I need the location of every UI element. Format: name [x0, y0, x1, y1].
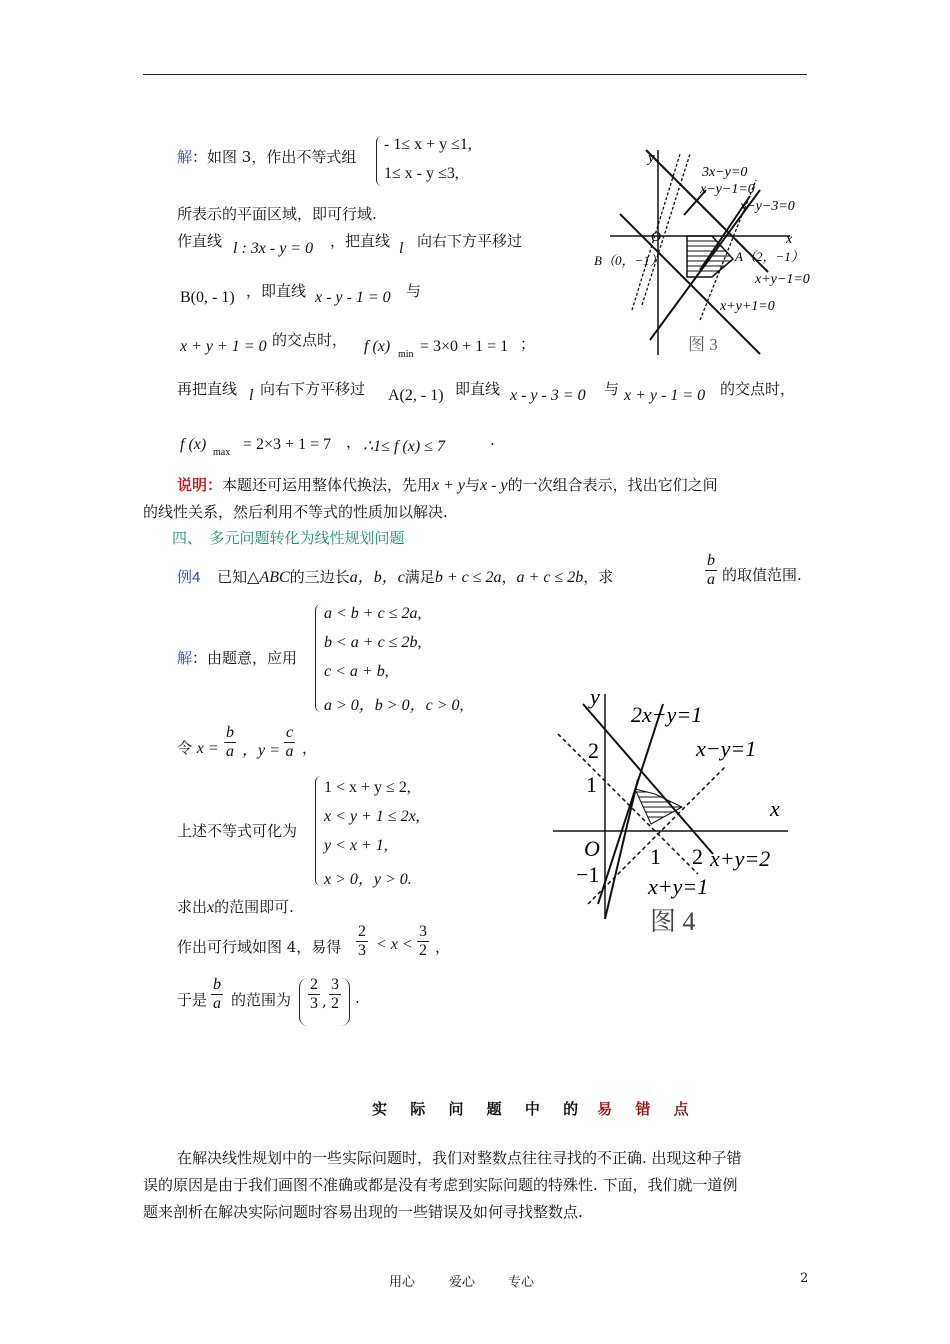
- sol4-find: [177, 896, 294, 917]
- fig4-line-extra: [605, 779, 638, 919]
- text: ，求: [583, 568, 614, 586]
- text: 求出: [177, 898, 208, 916]
- fig4-tick-y2: 2: [588, 738, 599, 763]
- sol4-let-frac1: [224, 724, 236, 761]
- sol3-line6c: 向右下方平移过: [260, 380, 366, 398]
- sol3-fmax-value: = 2×3 + 1 = 7: [243, 436, 332, 453]
- fig4-tick-x2: 2: [692, 844, 703, 869]
- note-line1: [177, 474, 718, 495]
- den: 3: [358, 942, 366, 959]
- fig4-tick-ym1: −1: [576, 862, 600, 887]
- text: ，把直线: [330, 232, 391, 250]
- fig3-label-x-y-1: x−y−1=0: [700, 182, 755, 197]
- sol4-brace: [315, 604, 323, 712]
- sol4-range-end: ，: [435, 938, 451, 956]
- sol4-let: [177, 737, 219, 758]
- note-label: 说明：: [177, 476, 223, 494]
- text: 的范围即可.: [214, 898, 294, 916]
- num: 2: [358, 923, 366, 940]
- sol3-eq-line6a: x - y - 3 = 0: [510, 387, 586, 404]
- den: a: [213, 995, 221, 1012]
- fig4-tick-x1: 1: [650, 844, 661, 869]
- sol3-line6e: 即直线: [455, 380, 501, 398]
- sol3-line5b: 的交点时，: [272, 331, 348, 349]
- sol3-point-B: B(0, - 1): [180, 289, 235, 306]
- fig3-caption: 图 3: [688, 335, 718, 354]
- sol4-interval-frac2: [329, 976, 341, 1013]
- ex4-fraction: [705, 552, 717, 589]
- sol4-fig: 作出可行域如图 4，易得: [177, 938, 342, 956]
- section-title: [372, 1098, 698, 1119]
- intro-line-3: 题来剖析在解决实际问题时容易出现的一些错误及如何寻找整数点.: [143, 1203, 583, 1221]
- sol3-eq-line4: x - y - 1 = 0: [315, 289, 391, 306]
- sol3-line2: 所表示的平面区域，即可行域.: [177, 205, 377, 223]
- footer-motto-1: 用心: [389, 1275, 416, 1290]
- sol4-let-frac2: [284, 724, 295, 761]
- math: △ABC: [247, 569, 290, 586]
- text: 本题还可运用整体代换法，先用: [222, 476, 433, 494]
- fig4-label-x+y=1: x+y=1: [648, 874, 709, 899]
- paren-right: [341, 978, 350, 1026]
- sol4-sys2-1: 1 < x + y ≤ 2,: [324, 779, 411, 796]
- math: x - y: [480, 477, 508, 494]
- den: 2: [331, 995, 339, 1012]
- section-title-a: 实 际 问 题 中 的: [372, 1100, 588, 1118]
- ex4-line: [177, 564, 613, 587]
- ex4-end: 的取值范围.: [722, 566, 802, 584]
- sol3-fmin: f (x): [364, 338, 391, 355]
- sol3-line4d: 与: [406, 282, 422, 300]
- math: x + y: [432, 477, 466, 494]
- figure-3: [590, 140, 830, 360]
- sol4-sys-4: a > 0，b > 0，c > 0,: [324, 697, 464, 714]
- sol4-sys-1: a < b + c ≤ 2a,: [324, 605, 422, 622]
- sol3-point-A: A(2, - 1): [388, 387, 444, 404]
- intro-line-1: 在解决线性规划中的一些实际问题时，我们对整数点往往寻找的不正确. 出现这种子错: [177, 1149, 742, 1167]
- sol4-intro-line: [177, 647, 297, 668]
- fig3-label-x+y+1: x+y+1=0: [720, 299, 775, 314]
- sol3-intro: ：如图 3，作出不等式组: [192, 148, 357, 166]
- sol3-line3: [177, 230, 222, 251]
- sol4-sys2-2: x < y + 1 ≤ 2x,: [324, 808, 420, 825]
- sol3-line-l: l : 3x - y = 0: [233, 240, 314, 257]
- num: 3: [331, 976, 339, 993]
- fig4-label-x-y: x−y=1: [696, 736, 757, 761]
- sol3-brace: [376, 136, 383, 186]
- fig3-x-label: x: [786, 232, 793, 247]
- section-title-b: 易 错 点: [597, 1100, 698, 1118]
- sol4-reduce: 上述不等式可化为: [177, 822, 298, 840]
- fig4-origin: O: [584, 836, 600, 861]
- figure-4: [548, 684, 808, 934]
- sol3-fmax: f (x): [180, 436, 207, 453]
- text: 的三边长: [289, 568, 350, 586]
- ex4-label: 例4: [177, 569, 201, 586]
- sol3-line4b: ，即直线: [246, 282, 307, 300]
- sol4-result-end: .: [355, 989, 360, 1007]
- page-number: 2: [800, 1271, 809, 1286]
- fig3-y-label: y: [648, 150, 655, 166]
- header-rule: [143, 74, 807, 75]
- sol3-eq-line6b: x + y - 1 = 0: [624, 387, 706, 404]
- num: c: [286, 724, 294, 741]
- sol4-label: 解: [177, 649, 193, 667]
- fig4-x-label: x: [770, 796, 780, 821]
- fig3-label-x-y-3: x−y−3=0: [740, 199, 795, 214]
- fig4-label-x+y=2: x+y=2: [710, 846, 771, 871]
- num: 3: [419, 923, 427, 940]
- sol4-intro: ：由题意，应用: [192, 649, 298, 667]
- text: ，: [501, 568, 517, 586]
- sol4-sys-2: b < a + c ≤ 2b,: [324, 634, 422, 651]
- fig3-origin: O: [651, 230, 662, 245]
- sol3-line6a: 再把直线: [177, 380, 238, 398]
- sol4-range-mid: < x <: [376, 936, 413, 953]
- footer-motto-2: 爱心: [449, 1275, 476, 1290]
- sol4-interval-frac1: [308, 976, 320, 1013]
- text: 满足: [404, 568, 435, 586]
- fig3-point-B: B（0，−1）: [594, 253, 663, 268]
- den: 3: [310, 995, 318, 1012]
- sol4-result-b: 的范围为: [231, 991, 292, 1009]
- sol3-line6i: 的交点时，: [720, 380, 796, 398]
- fig4-tick-y1: 1: [586, 772, 597, 797]
- sol3-line5f: ；: [520, 335, 536, 353]
- text: 已知: [217, 568, 248, 586]
- sol3-line7f: .: [490, 431, 495, 449]
- sol3-min-sub: min: [398, 349, 414, 360]
- sol3-range: ∴1≤ f (x) ≤ 7: [363, 438, 445, 455]
- footer-motto-3: 专心: [508, 1275, 535, 1290]
- ex4-frac-den: a: [707, 571, 715, 588]
- sol4-sys2-4: x > 0，y > 0.: [324, 871, 412, 888]
- math: x =: [196, 740, 219, 757]
- fig3-dashed-2: [642, 154, 690, 305]
- den: a: [226, 743, 234, 760]
- sol4-sys2-3: y < x + 1,: [324, 837, 388, 854]
- sol4-sys-3: c < a + b,: [324, 663, 389, 680]
- paren-left: [299, 978, 308, 1026]
- sol4-result-frac: [211, 976, 223, 1013]
- text: 的一次组合表示，找出它们之间: [507, 476, 718, 494]
- fig4-caption: 图 4: [650, 907, 696, 934]
- text: 与: [465, 476, 481, 494]
- sol3-l2: l: [399, 240, 404, 257]
- sol3-eq-line5: x + y + 1 = 0: [180, 338, 267, 355]
- sol4-result-a: 于是: [177, 991, 208, 1009]
- sol3-line6-l: l: [249, 387, 254, 404]
- sol4-range-frac2: [417, 923, 429, 960]
- num: 2: [310, 976, 318, 993]
- den: a: [285, 743, 294, 760]
- sol3-max-sub: max: [213, 447, 231, 458]
- math: a，b，c: [349, 569, 405, 586]
- sol4-range-frac1: [356, 923, 368, 960]
- comma: ,: [322, 992, 327, 1010]
- sol3-system-1: - 1≤ x + y ≤1,: [384, 136, 472, 153]
- sol3-line3-end: 向右下方平移过: [417, 232, 523, 250]
- num: b: [213, 976, 221, 993]
- section4-heading: 四、 多元问题转化为线性规划问题: [172, 529, 405, 547]
- math: x: [207, 899, 215, 916]
- sol3-system-2: 1≤ x - y ≤3,: [384, 165, 459, 182]
- fig3-label-3x-y: 3x−y=0: [702, 165, 748, 180]
- den: 2: [419, 942, 427, 959]
- sol3-line3-rest: [330, 230, 390, 251]
- text: 作直线: [177, 232, 223, 250]
- fig4-label-2x-y: 2x−y=1: [631, 702, 703, 727]
- note-line2: 的线性关系，然后利用不等式的性质加以解决.: [143, 503, 448, 521]
- fig3-point-A: A（2，−1）: [735, 249, 804, 264]
- ex4-frac-num: b: [707, 552, 715, 569]
- num: b: [226, 724, 234, 741]
- math: a + c ≤ 2b: [516, 569, 584, 586]
- sol3-intro-line: [177, 146, 356, 167]
- math: b + c ≤ 2a: [434, 569, 502, 586]
- sol4-let-end: ，: [302, 739, 318, 757]
- sol3-fmin-value: = 3×0 + 1 = 1: [420, 338, 509, 355]
- sol3-line6g: 与: [604, 380, 620, 398]
- intro-line-2: 误的原因是由于我们画图不准确或都是没有考虑到实际问题的特殊性. 下面，我们就一道例: [143, 1176, 738, 1194]
- text: 令: [177, 739, 193, 757]
- sol4-let-y: ，y =: [242, 742, 280, 759]
- fig4-y-label: y: [590, 684, 600, 709]
- sol3-label: 解: [177, 148, 193, 166]
- sol3-line7d: ，: [346, 433, 362, 451]
- sol4-brace2: [315, 776, 323, 886]
- fig3-label-x+y-1: x+y−1=0: [755, 272, 810, 287]
